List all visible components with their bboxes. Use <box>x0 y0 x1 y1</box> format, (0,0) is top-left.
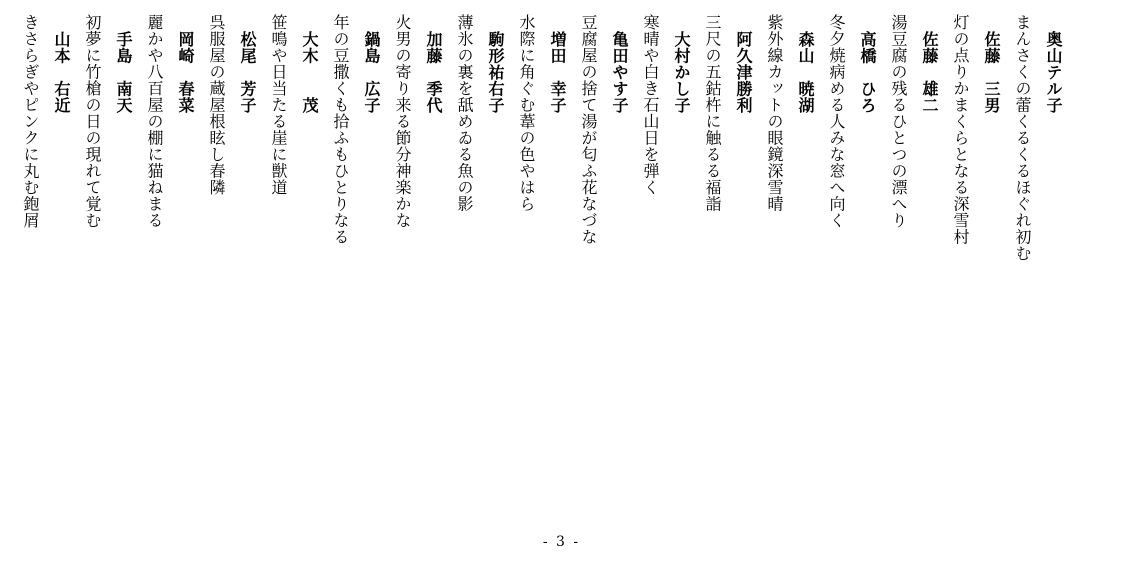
author-name: 亀田やす子 <box>610 31 629 114</box>
haiku-entry <box>945 14 1007 245</box>
haiku-entry <box>635 14 697 196</box>
haiku-text: 初夢に竹槍の日の現れて覚む <box>83 14 102 229</box>
haiku-entry <box>697 14 759 212</box>
author-name: 加藤 季代 <box>424 31 443 114</box>
author-name: 阿久津勝利 <box>734 31 753 114</box>
haiku-entry <box>821 14 883 229</box>
haiku-text: 寒晴や白き石山日を弾く <box>641 14 660 196</box>
haiku-entry <box>511 14 573 212</box>
haiku-entry <box>77 14 139 229</box>
author-name: 佐藤 雄二 <box>920 31 939 114</box>
haiku-text: 笹鳴や日当たる崖に獣道 <box>269 14 288 196</box>
author-name: 松尾 芳子 <box>238 31 257 114</box>
haiku-entry <box>387 14 449 229</box>
haiku-entry <box>15 14 77 229</box>
haiku-entry <box>573 14 635 245</box>
haiku-entry <box>201 14 263 196</box>
author-name: 高橋 ひろ <box>858 31 877 114</box>
author-name: 奥山テル子 <box>1044 31 1063 114</box>
haiku-text: 薄氷の裏を舐めゐる魚の影 <box>455 14 474 212</box>
haiku-text: 水際に角ぐむ葦の色やはら <box>517 14 536 212</box>
page-number: - 3 - <box>542 534 581 550</box>
haiku-text: 呉服屋の蔵屋根眩し春隣 <box>207 14 226 196</box>
haiku-entry <box>449 14 511 212</box>
haiku-entry <box>263 14 325 196</box>
haiku-text: 豆腐屋の捨て湯が匂ふ花なづな <box>579 14 598 245</box>
haiku-text: 紫外線カットの眼鏡深雪晴 <box>765 14 784 212</box>
haiku-text: まんさくの蕾くるくるほぐれ初む <box>1013 14 1032 262</box>
haiku-entry <box>759 14 821 212</box>
author-name: 増田 幸子 <box>548 31 567 114</box>
haiku-entry <box>325 14 387 245</box>
author-name: 森山 暁湖 <box>796 31 815 114</box>
haiku-text: 湯豆腐の残るひとつの漂へり <box>889 14 908 229</box>
author-name: 大木 茂 <box>300 31 319 114</box>
haiku-columns <box>15 14 1069 514</box>
author-name: 鍋島 広子 <box>362 31 381 114</box>
author-name: 佐藤 三男 <box>982 31 1001 114</box>
haiku-text: 三尺の五鈷杵に触るる福詣 <box>703 14 722 212</box>
author-name: 手島 南天 <box>114 31 133 114</box>
haiku-text: 火男の寄り来る節分神楽かな <box>393 14 412 229</box>
haiku-text: 冬夕焼病める人みな窓へ向く <box>827 14 846 229</box>
author-name: 駒形祐右子 <box>486 31 505 114</box>
author-name: 山本 右近 <box>52 31 71 114</box>
author-name: 大村かし子 <box>672 31 691 114</box>
haiku-text: 灯の点りかまくらとなる深雪村 <box>951 14 970 245</box>
haiku-text: きさらぎやピンクに丸む鉋屑 <box>21 14 40 229</box>
haiku-text: 年の豆撒くも拾ふもひとりなる <box>331 14 350 245</box>
author-name: 岡崎 春菜 <box>176 31 195 114</box>
haiku-entry <box>139 14 201 229</box>
haiku-text: 麗かや八百屋の棚に猫ねまる <box>145 14 164 229</box>
haiku-entry <box>883 14 945 229</box>
haiku-entry <box>1007 14 1069 262</box>
